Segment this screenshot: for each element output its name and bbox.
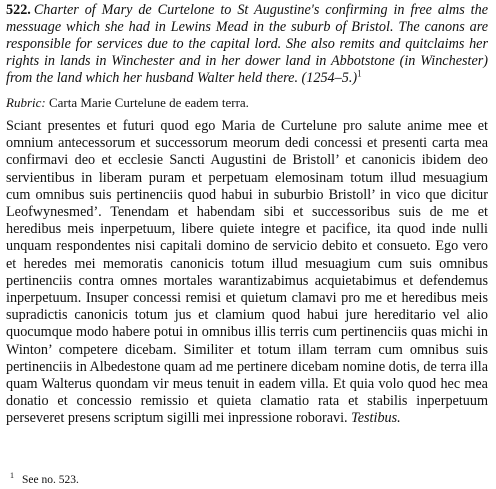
footnote-mark: 1 [10,471,14,480]
charter-body-text: Sciant presentes et futuri quod ego Maria de Curtelune pro salute anime mee et omnium antecessorum et successorum meorum dedi concessi et presenti carta mea confirmavi deo et ecclesie Sancti Augustini de Bristoll’ et canonicis ibidem deo servientibus in liberam puram et perpetuam elemosinam totum illud mesuagium cum omnibus suis pertinenciis quod habui in suburbio Bristoll’ in vico que dicitur Leofwynesmed’. Tenendam et habendam sibi et successoribus suis de me et heredibus meis inperpetuum, libere quiete integre et pacifice, ita quod inde nulli unquam respondentes nisi capitali domino de servicio debito et consueto. Ego vero et heredes mei memoratis canonicis totum illud mesuagium cum suis omnibus pertinenciis contra omnes mortales warantizabimus acquietabimus et defendemus inperpetuum. Insuper concessi remisi et quietum clamavi pro me et heredibus meis supradictis canonicis totum jus et clamium quod habui jure hereditario vel alio quocumque modo habere potui in omnibus illis terris cum pertinenciis quas michi in Winton’ competere dicebam. Similiter et totum illam terram cum omnibus suis pertinenciis in Albedestone quam ad me pertinere dicebam nomine dotis, de terra illa quam Walterus quondam vir meus tenuit in eadem villa. Et quia volo quod hec mea donatio et concessio remissio et quieta clamatio rata et stabilis inperpetuum perseveret presens scriptum sigilli mei inpressione roboravi. [6,118,488,427]
charter-body [6,118,488,428]
charter-heading [6,2,488,87]
document-page [6,2,488,487]
footnote-text: See no. 523. [22,473,79,486]
charter-closing: Testibus. [351,410,401,427]
footnote [6,469,79,487]
charter-heading-text: Charter of Mary de Curtelone to St Augustine's confirming in free alms the messuage which she had in Lewins Mead in the suburb of Bristol. The canons are responsible for services due to the capital lord. She also remits and quitclaims her rights in lands in Winchester and in her dower land in Abbotstone (in Winchester) from the land which her husband Walter held there. (1254–5.) [6,2,488,86]
rubric-text: Carta Marie Curtelune de eadem terra. [48,95,249,110]
rubric [6,95,488,111]
rubric-label: Rubric: [6,95,46,110]
charter-number: 522. [6,2,31,18]
footnote-reference: 1 [357,68,362,79]
